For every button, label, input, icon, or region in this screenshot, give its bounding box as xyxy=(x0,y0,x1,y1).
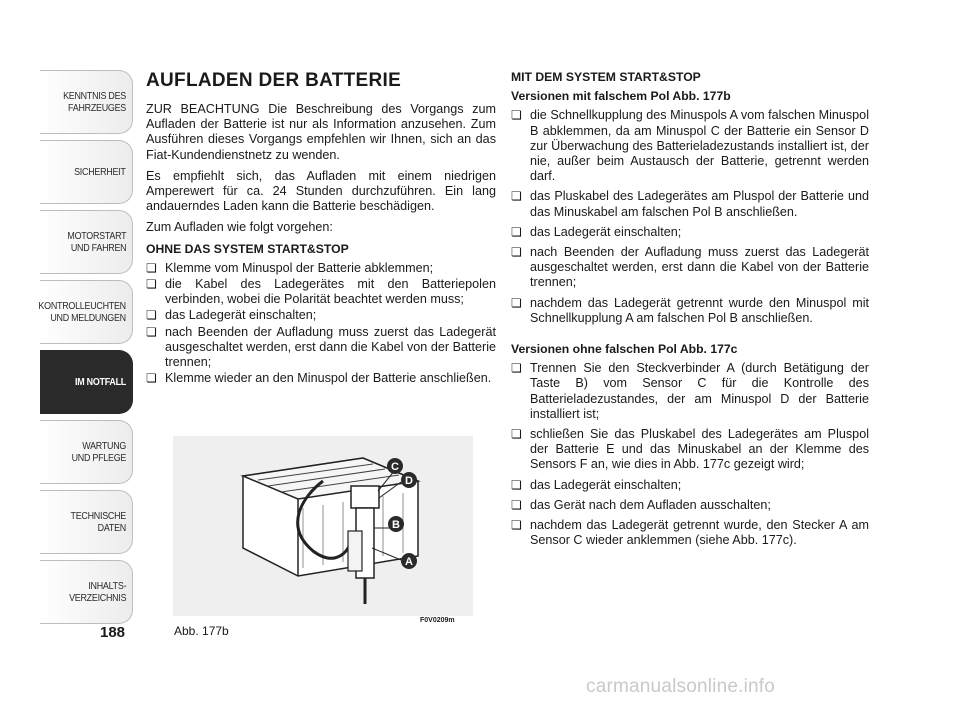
list-item: ❏ die Schnellkupplung des Minuspols A vom falschen Minuspol B abklemmen, da am Minuspol C der Batterie ein Sensor D zur Überwachung des Batterieladezustands installiert ist, der nie, außer beim Austausch der Batterie, getrennt werden darf. xyxy=(511,108,869,184)
tab-inhaltsverzeichnis[interactable]: INHALTS- VERZEICHNIS xyxy=(40,560,133,624)
list-item: ❏ schließen Sie das Pluskabel des Ladegerätes am Pluspol der Batterie E und das Minuskabel an der Klemme des Sensors F an, wie dies in Abb. 177c gezeigt wird; xyxy=(511,427,869,473)
figure-caption: Abb. 177b xyxy=(174,624,229,638)
chapter-tabs xyxy=(40,70,133,630)
list-item: ❏ das Pluskabel des Ladegerätes am Pluspol der Batterie und das Minuskabel am falschen Pol B anschließen. xyxy=(511,189,869,219)
figure-code: F0V0209m xyxy=(420,617,455,624)
list-item: ❏ Klemme wieder an den Minuspol der Batterie anschließen. xyxy=(146,371,496,386)
battery-figure xyxy=(173,436,473,616)
list-item: ❏ Klemme vom Minuspol der Batterie abklemmen; xyxy=(146,261,496,276)
callout-a xyxy=(401,553,417,569)
tab-im-notfall[interactable]: IM NOTFALL xyxy=(40,350,133,414)
page-title: AUFLADEN DER BATTERIE xyxy=(146,70,402,91)
svg-text:B: B xyxy=(392,519,400,531)
callout-c xyxy=(387,458,403,474)
battery-illustration xyxy=(173,436,473,616)
section-title-mit: MIT DEM SYSTEM START&STOP xyxy=(511,70,701,84)
tab-kontrolleuchten[interactable]: KONTROLLEUCHTEN UND MELDUNGEN xyxy=(40,280,133,344)
steps-list-ohne-falschen-pol xyxy=(511,361,869,548)
left-column xyxy=(146,70,496,392)
subsection-ohne-falschen-pol: Versionen ohne falschen Pol Abb. 177c xyxy=(511,342,738,357)
tab-motorstart[interactable]: MOTORSTART UND FAHREN xyxy=(40,210,133,274)
watermark: carmanualsonline.info xyxy=(586,676,776,697)
svg-text:A: A xyxy=(405,556,413,568)
callout-d xyxy=(401,472,417,488)
page-number: 188 xyxy=(100,624,126,641)
tab-kenntnis[interactable]: KENNTNIS DES FAHRZEUGES xyxy=(40,70,133,134)
list-item: ❏ das Gerät nach dem Aufladen ausschalten; xyxy=(511,498,869,513)
list-item: ❏ das Ladegerät einschalten; xyxy=(146,308,496,323)
svg-text:D: D xyxy=(405,475,413,487)
list-item: ❏ nachdem das Ladegerät getrennt wurde den Minuspol mit Schnellkupplung A am falschen Pol B anschließen. xyxy=(511,296,869,326)
tab-wartung[interactable]: WARTUNG UND PFLEGE xyxy=(40,420,133,484)
list-item: ❏ Trennen Sie den Steckverbinder A (durch Betätigung der Taste B) vom Sensor C für die Kontrolle des Batterieladezustandes, der am Minuspol D der Batterie installiert ist; xyxy=(511,361,869,422)
list-item: ❏ nach Beenden der Aufladung muss zuerst das Ladegerät ausgeschaltet werden, erst dann die Kabel von der Batterie trennen; xyxy=(146,325,496,371)
section-subtitle-ohne: OHNE DAS SYSTEM START&STOP xyxy=(146,241,349,256)
tab-sicherheit[interactable]: SICHERHEIT xyxy=(40,140,133,204)
note-paragraph: ZUR BEACHTUNG Die Beschreibung des Vorgangs zum Aufladen der Batterie ist nur als Information anzusehen. Zum Ausführen dieses Vorgangs empfehlen wir Ihnen, sich an das Fiat-Kundendienstnetz zu wenden. xyxy=(146,102,496,162)
list-item: ❏ nachdem das Ladegerät getrennt wurde, den Stecker A am Sensor C wieder anklemmen (siehe Abb. 177c). xyxy=(511,518,869,548)
right-column xyxy=(511,70,869,554)
list-item: ❏ die Kabel des Ladegerätes mit den Batteriepolen verbinden, wobei die Polarität beachtet werden muss; xyxy=(146,277,496,307)
svg-text:C: C xyxy=(391,461,399,473)
subsection-falscher-pol: Versionen mit falschem Pol Abb. 177b xyxy=(511,89,731,104)
steps-list-falscher-pol xyxy=(511,108,869,326)
list-item: ❏ das Ladegerät einschalten; xyxy=(511,478,869,493)
procedure-intro: Zum Aufladen wie folgt vorgehen: xyxy=(146,220,333,235)
list-item: ❏ das Ladegerät einschalten; xyxy=(511,225,869,240)
list-item: ❏ nach Beenden der Aufladung muss zuerst das Ladegerät ausgeschaltet werden, erst dann die Kabel von der Batterie trennen; xyxy=(511,245,869,291)
steps-list-ohne xyxy=(146,261,496,387)
advice-paragraph: Es empfiehlt sich, das Aufladen mit einem niedrigen Amperewert für ca. 24 Stunden durchzuführen. Ein lang andauerndes Laden kann die Batterie beschädigen. xyxy=(146,168,496,214)
callout-b xyxy=(388,516,404,532)
tab-technische-daten[interactable]: TECHNISCHE DATEN xyxy=(40,490,133,554)
